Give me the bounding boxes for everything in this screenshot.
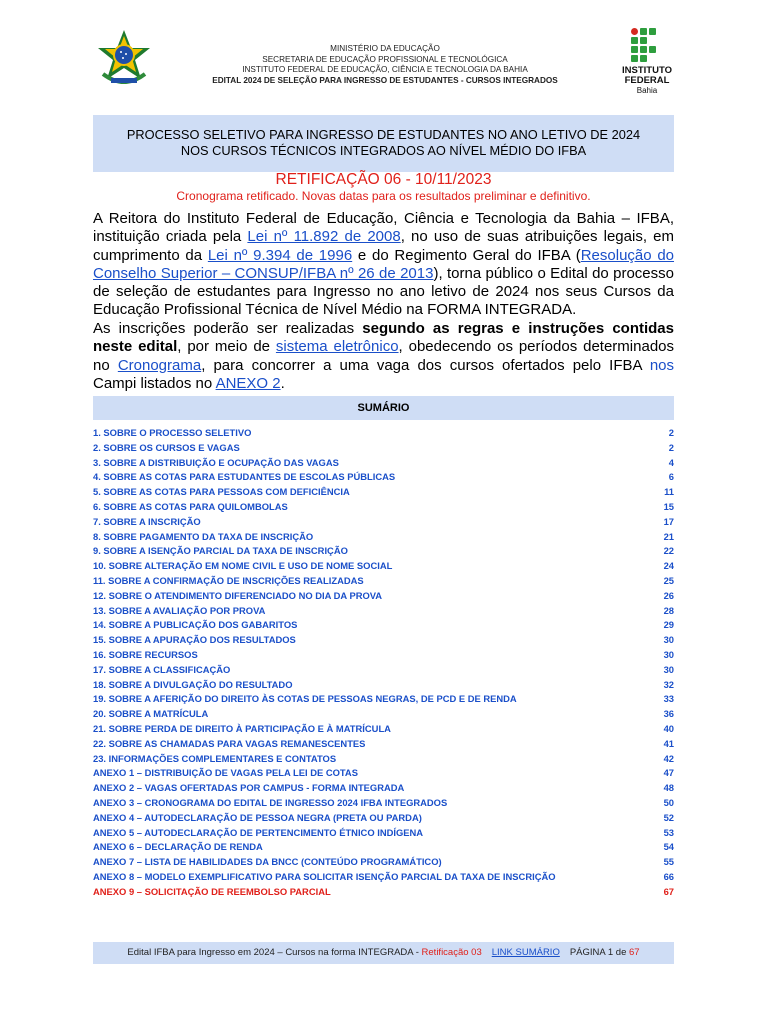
toc-item-label[interactable]: ANEXO 6 – DECLARAÇÃO DE RENDA	[93, 841, 263, 853]
paragraph-text: , para concorrer a uma vaga dos cursos ofertados pelo IFBA	[201, 356, 650, 374]
toc-item[interactable]	[93, 796, 674, 811]
toc-item[interactable]	[93, 604, 674, 619]
toc-item-page[interactable]: 24	[663, 560, 674, 572]
paragraph-text: , no uso de suas atribuições legais, em cumprimento da	[93, 228, 674, 264]
toc-item-page[interactable]: 42	[663, 752, 674, 764]
toc-item-page[interactable]: 67	[663, 885, 674, 897]
toc-item-label[interactable]: 13. SOBRE A AVALIAÇÃO POR PROVA	[93, 604, 266, 616]
toc-item[interactable]	[93, 574, 674, 589]
registration-paragraph	[93, 320, 674, 393]
toc-item-label[interactable]: 8. SOBRE PAGAMENTO DA TAXA DE INSCRIÇÃO	[93, 530, 314, 542]
toc-item[interactable]	[93, 663, 674, 678]
toc-item[interactable]	[93, 766, 674, 781]
paragraph-text: As inscrições poderão ser realizadas	[93, 320, 363, 337]
toc-item[interactable]	[93, 722, 674, 737]
paragraph-blue-text: nos	[649, 356, 675, 374]
toc-item-page[interactable]: 2	[668, 427, 674, 438]
paragraph-bold-text: segundo as regras e instruções contidas neste edital	[93, 320, 674, 356]
toc-item-label[interactable]: 15. SOBRE A APURAÇÃO DOS RESULTADOS	[93, 634, 296, 646]
toc-item-page[interactable]: 21	[663, 530, 674, 542]
table-of-contents	[93, 426, 674, 900]
toc-item-label[interactable]: 1. SOBRE O PROCESSO SELETIVO	[93, 427, 252, 438]
toc-item-page[interactable]: 66	[663, 870, 674, 882]
toc-item-page[interactable]: 36	[663, 708, 674, 720]
toc-item-label[interactable]: ANEXO 9 – SOLICITAÇÃO DE REEMBOLSO PARCIAL	[93, 885, 331, 897]
toc-item-page[interactable]: 40	[663, 722, 674, 734]
toc-item-page[interactable]: 30	[663, 634, 674, 646]
summary-heading: SUMÁRIO	[93, 396, 674, 420]
toc-item[interactable]	[93, 559, 674, 574]
footer-text: Edital IFBA para Ingresso em 2024 – Cursos na forma INTEGRADA -	[127, 947, 422, 958]
toc-item-page[interactable]: 15	[663, 500, 674, 512]
toc-item-label[interactable]: 4. SOBRE AS COTAS PARA ESTUDANTES DE ESCOLAS PÚBLICAS	[93, 471, 396, 483]
toc-item-label[interactable]: ANEXO 3 – CRONOGRAMA DO EDITAL DE INGRESSO 2024 IFBA INTEGRADOS	[93, 796, 448, 808]
toc-item-page[interactable]: 22	[663, 545, 674, 557]
toc-item-label[interactable]: 21. SOBRE PERDA DE DIREITO À PARTICIPAÇÃO E À MATRÍCULA	[93, 722, 391, 734]
toc-item[interactable]	[93, 870, 674, 885]
document-title-line: PROCESSO SELETIVO PARA INGRESSO DE ESTUDANTES NO ANO LETIVO DE 2024	[126, 127, 641, 142]
toc-item-page[interactable]: 28	[663, 604, 674, 616]
toc-item[interactable]	[93, 752, 674, 767]
toc-item-page[interactable]: 52	[663, 811, 674, 823]
retification-title: RETIFICAÇÃO 06 - 10/11/2023	[275, 171, 492, 188]
toc-item[interactable]	[93, 737, 674, 752]
toc-item-page[interactable]: 29	[663, 619, 674, 631]
toc-item-label[interactable]: 2. SOBRE OS CURSOS E VAGAS	[93, 441, 240, 453]
electronic-system-link[interactable]: sistema eletrônico	[275, 338, 399, 356]
toc-item-label[interactable]: 12. SOBRE O ATENDIMENTO DIFERENCIADO NO DIA DA PROVA	[93, 589, 383, 601]
toc-item[interactable]	[93, 826, 674, 841]
document-title-line: NOS CURSOS TÉCNICOS INTEGRADOS AO NÍVEL MÉDIO DO IFBA	[180, 143, 587, 158]
page-footer	[93, 942, 674, 964]
annex-2-link[interactable]: ANEXO 2	[215, 374, 281, 392]
toc-item-label[interactable]: ANEXO 7 – LISTA DE HABILIDADES DA BNCC (CONTEÚDO PROGRAMÁTICO)	[93, 856, 442, 868]
paragraph-text: , por meio de	[177, 338, 276, 356]
toc-item[interactable]	[93, 470, 674, 485]
toc-item[interactable]	[93, 648, 674, 663]
toc-item-page[interactable]: 55	[663, 856, 674, 868]
header-edital-line: EDITAL 2024 DE SELEÇÃO PARA INGRESSO DE ESTUDANTES - CURSOS INTEGRADOS	[212, 75, 558, 85]
toc-item[interactable]	[93, 589, 674, 604]
brazil-coat-of-arms-icon	[93, 28, 155, 90]
toc-item-page[interactable]: 54	[663, 841, 674, 853]
toc-item[interactable]	[93, 530, 674, 545]
toc-item-page[interactable]: 6	[668, 471, 674, 483]
ifba-logo-name-line: FEDERAL	[624, 75, 670, 86]
summary-link[interactable]: LINK SUMÁRIO	[491, 947, 560, 958]
toc-item-label[interactable]: ANEXO 4 – AUTODECLARAÇÃO DE PESSOA NEGRA (PRETA OU PARDA)	[93, 811, 422, 823]
toc-item[interactable]	[93, 840, 674, 855]
toc-item[interactable]	[93, 515, 674, 530]
consup-resolution-link[interactable]: Resolução do Conselho Superior – CONSUP/IFBA nº 26 de 2013	[93, 246, 675, 282]
toc-item-page[interactable]: 33	[663, 693, 674, 705]
toc-item-label[interactable]: 14. SOBRE A PUBLICAÇÃO DOS GABARITOS	[93, 619, 298, 631]
toc-item-label[interactable]: 18. SOBRE A DIVULGAÇÃO DO RESULTADO	[93, 678, 293, 690]
toc-item-page[interactable]: 4	[668, 456, 674, 468]
toc-item-page[interactable]: 32	[663, 678, 674, 690]
ifba-logo-name-line: INSTITUTO	[622, 65, 672, 76]
toc-item-page[interactable]: 48	[663, 782, 674, 794]
toc-item-page[interactable]: 30	[663, 648, 674, 660]
toc-item[interactable]	[93, 456, 674, 471]
law-9394-link[interactable]: Lei nº 9.394 de 1996	[207, 246, 353, 264]
intro-paragraph	[93, 210, 674, 320]
toc-item[interactable]	[93, 500, 674, 515]
toc-item-label[interactable]: 19. SOBRE A AFERIÇÃO DO DIREITO ÀS COTAS DE PESSOAS NEGRAS, DE PCD E DE RENDA	[93, 693, 517, 705]
toc-item[interactable]	[93, 707, 674, 722]
toc-item-page[interactable]: 26	[663, 589, 674, 601]
toc-item-label[interactable]: 11. SOBRE A CONFIRMAÇÃO DE INSCRIÇÕES REALIZADAS	[93, 574, 364, 586]
toc-item[interactable]	[93, 781, 674, 796]
toc-item-label[interactable]: ANEXO 8 – MODELO EXEMPLIFICATIVO PARA SOLICITAR ISENÇÃO PARCIAL DA TAXA DE INSCRIÇÃO	[93, 870, 556, 882]
footer-page-label: PÁGINA 1 de	[569, 947, 629, 958]
paragraph-text: ), torna público o Edital do processo de seleção de estudantes para Ingresso no ano letivo de 2024 nos seus Cursos da Educação Profissional Técnica de Nível Médio na FORMA INTEGRADA.	[93, 264, 674, 319]
toc-item-page[interactable]: 11	[664, 486, 674, 498]
toc-item-label[interactable]: 16. SOBRE RECURSOS	[93, 648, 198, 660]
toc-item-label[interactable]: 3. SOBRE A DISTRIBUIÇÃO E OCUPAÇÃO DAS VAGAS	[93, 456, 339, 468]
toc-item-page[interactable]: 2	[668, 441, 674, 453]
header-line: INSTITUTO FEDERAL DE EDUCAÇÃO, CIÊNCIA E TECNOLOGIA DA BAHIA	[242, 65, 528, 74]
toc-item-page[interactable]: 53	[663, 826, 674, 838]
toc-item-page[interactable]: 47	[663, 767, 674, 779]
toc-item-label[interactable]: 22. SOBRE AS CHAMADAS PARA VAGAS REMANESCENTES	[93, 737, 366, 749]
toc-item-label[interactable]: 20. SOBRE A MATRÍCULA	[93, 708, 209, 720]
toc-item[interactable]	[93, 426, 674, 441]
toc-item[interactable]	[93, 678, 674, 693]
toc-item[interactable]	[93, 441, 674, 456]
toc-item[interactable]	[93, 633, 674, 648]
toc-item[interactable]	[93, 811, 674, 826]
toc-item-page[interactable]: 41	[663, 737, 674, 749]
toc-item-page[interactable]: 30	[663, 663, 674, 675]
toc-item-label[interactable]: 7. SOBRE A INSCRIÇÃO	[93, 515, 201, 527]
toc-item-label[interactable]: ANEXO 2 – VAGAS OFERTADAS POR CAMPUS - FORMA INTEGRADA	[93, 782, 405, 794]
header-line: MINISTÉRIO DA EDUCAÇÃO	[330, 44, 440, 53]
schedule-link[interactable]: Cronograma	[117, 356, 202, 374]
ifba-logo	[614, 28, 680, 98]
toc-item[interactable]	[93, 692, 674, 707]
toc-item[interactable]	[93, 544, 674, 559]
retification-notice	[93, 170, 674, 203]
toc-item[interactable]	[93, 485, 674, 500]
ifba-logo-campus: Bahia	[636, 86, 658, 95]
toc-item-page[interactable]: 50	[663, 796, 674, 808]
footer-retification: Retificação 03	[421, 947, 482, 958]
toc-item-label[interactable]: ANEXO 5 – AUTODECLARAÇÃO DE PERTENCIMENTO ÉTNICO INDÍGENA	[93, 826, 424, 838]
paragraph-text: .	[280, 374, 285, 392]
toc-item-page[interactable]: 17	[663, 515, 674, 527]
toc-item-page[interactable]: 25	[663, 574, 674, 586]
toc-item-label[interactable]: 5. SOBRE AS COTAS PARA PESSOAS COM DEFICIÊNCIA	[93, 486, 350, 498]
document-title-box	[93, 115, 674, 172]
paragraph-text: , obedecendo os períodos determinados no	[93, 338, 674, 374]
ifba-logo-name	[614, 66, 680, 86]
header-line: SECRETARIA DE EDUCAÇÃO PROFISSIONAL E TECNOLÓGICA	[262, 54, 508, 64]
toc-item-label[interactable]: 9. SOBRE A ISENÇÃO PARCIAL DA TAXA DE INSCRIÇÃO	[93, 545, 348, 557]
header-institution-text	[190, 44, 580, 86]
law-11892-link[interactable]: Lei nº 11.892 de 2008	[247, 228, 401, 246]
toc-item[interactable]	[93, 618, 674, 633]
paragraph-text: A Reitora do Instituto Federal de Educação, Ciência e Tecnologia da Bahia – IFBA, instituição criada pela	[93, 210, 674, 246]
toc-item-label[interactable]: 23. INFORMAÇÕES COMPLEMENTARES E CONTATOS	[93, 752, 337, 764]
retification-subtitle: Cronograma retificado. Novas datas para os resultados preliminar e definitivo.	[176, 189, 591, 203]
paragraph-text: e do Regimento Geral do IFBA (	[352, 246, 581, 264]
paragraph-text: Campi listados no	[93, 374, 216, 392]
toc-item-label[interactable]: 6. SOBRE AS COTAS PARA QUILOMBOLAS	[93, 500, 288, 512]
page-header	[0, 0, 768, 110]
footer-page-total: 67	[629, 947, 640, 958]
toc-item[interactable]	[93, 885, 674, 900]
toc-item-label[interactable]: 10. SOBRE ALTERAÇÃO EM NOME CIVIL E USO DE NOME SOCIAL	[93, 560, 393, 572]
toc-item[interactable]	[93, 855, 674, 870]
toc-item-label[interactable]: 17. SOBRE A CLASSIFICAÇÃO	[93, 663, 231, 675]
toc-item-label[interactable]: ANEXO 1 – DISTRIBUIÇÃO DE VAGAS PELA LEI DE COTAS	[93, 767, 358, 779]
